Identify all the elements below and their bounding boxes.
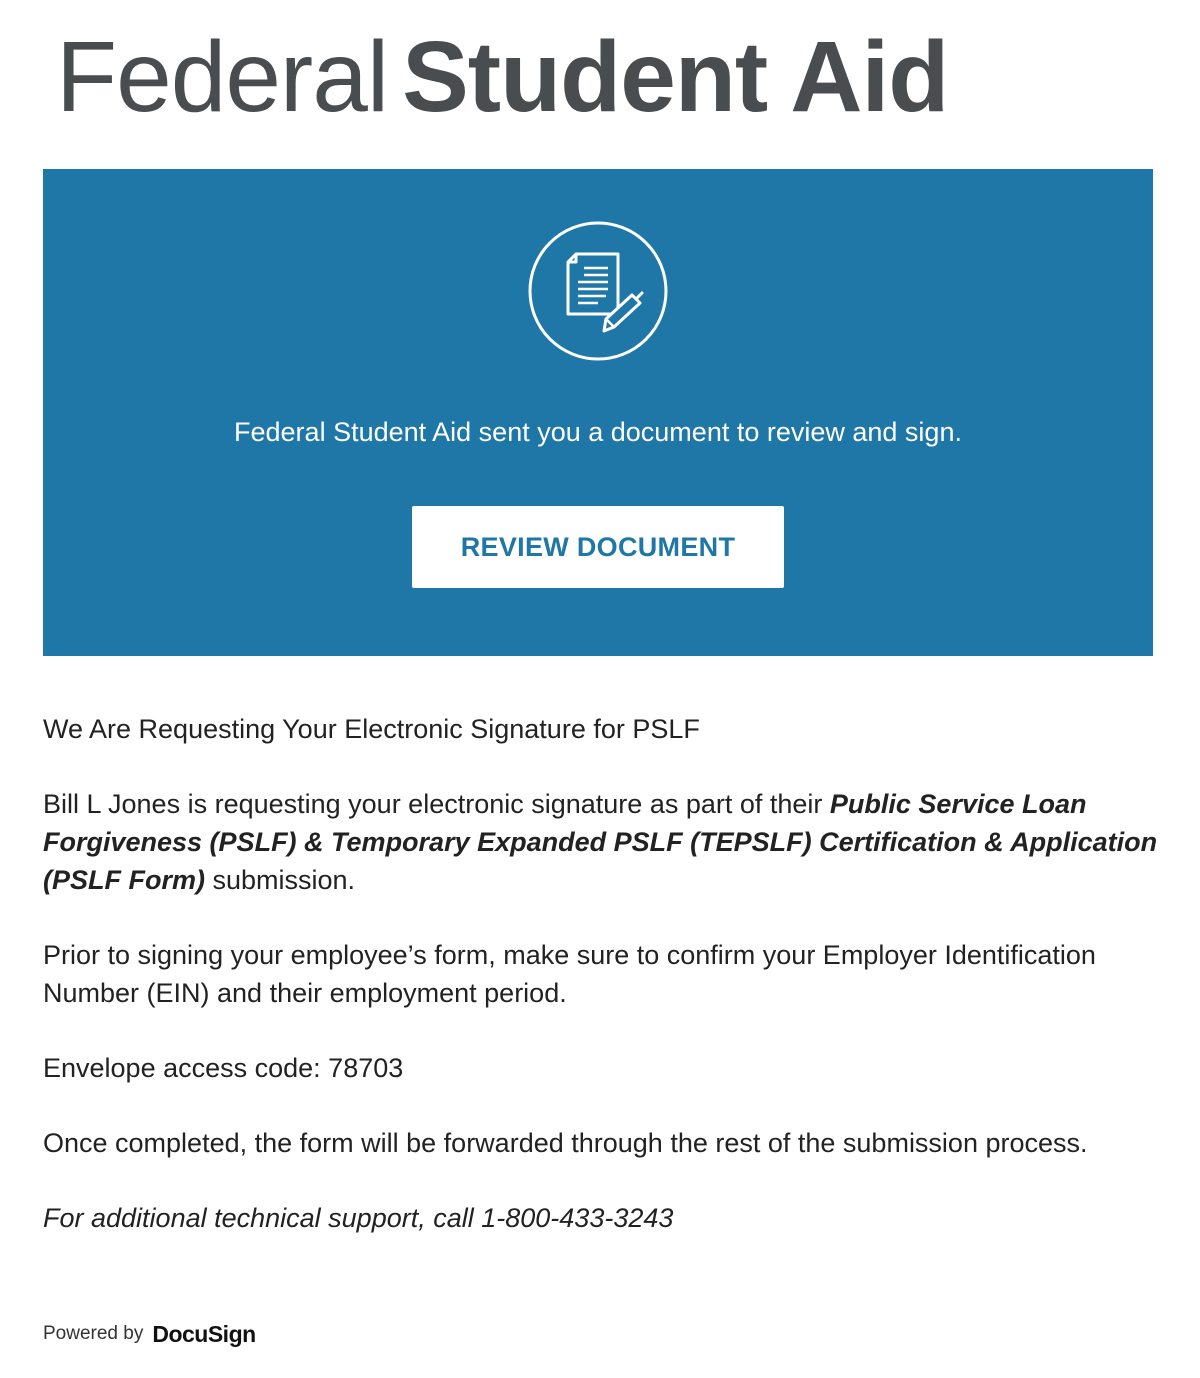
request-paragraph [43,785,1163,899]
logo-text-student-aid: Student Aid [402,21,949,133]
banner-message: Federal Student Aid sent you a document to review and sign. [234,417,962,447]
request-prefix: Bill L Jones is requesting your electronic signature as part of their [43,789,830,819]
federal-student-aid-logo [56,22,948,132]
logo-text-federal: Federal [56,21,389,133]
instructions-paragraph: Prior to signing your employee’s form, make sure to confirm your Employer Identification Number (EIN) and their employment period. [43,940,1096,1008]
access-code: Envelope access code: 78703 [43,1053,404,1083]
docusign-logo: DocuSign [152,1320,256,1347]
review-banner [43,169,1153,656]
completion-paragraph: Once completed, the form will be forwarded through the rest of the submission process. [43,1128,1088,1158]
email-body [43,710,1163,1274]
request-heading: We Are Requesting Your Electronic Signature for PSLF [43,714,700,744]
document-signature-icon [528,221,668,361]
review-document-button[interactable]: REVIEW DOCUMENT [412,506,784,588]
form-name: Public Service Loan Forgiveness (PSLF) & Temporary Expanded PSLF (TEPSLF) Certification & Application (PSLF Form) [43,789,1158,895]
powered-by-label: Powered by [43,1323,144,1344]
footer [43,1318,256,1350]
request-suffix: submission. [205,865,356,895]
support-line: For additional technical support, call 1-800-433-3243 [43,1203,674,1233]
